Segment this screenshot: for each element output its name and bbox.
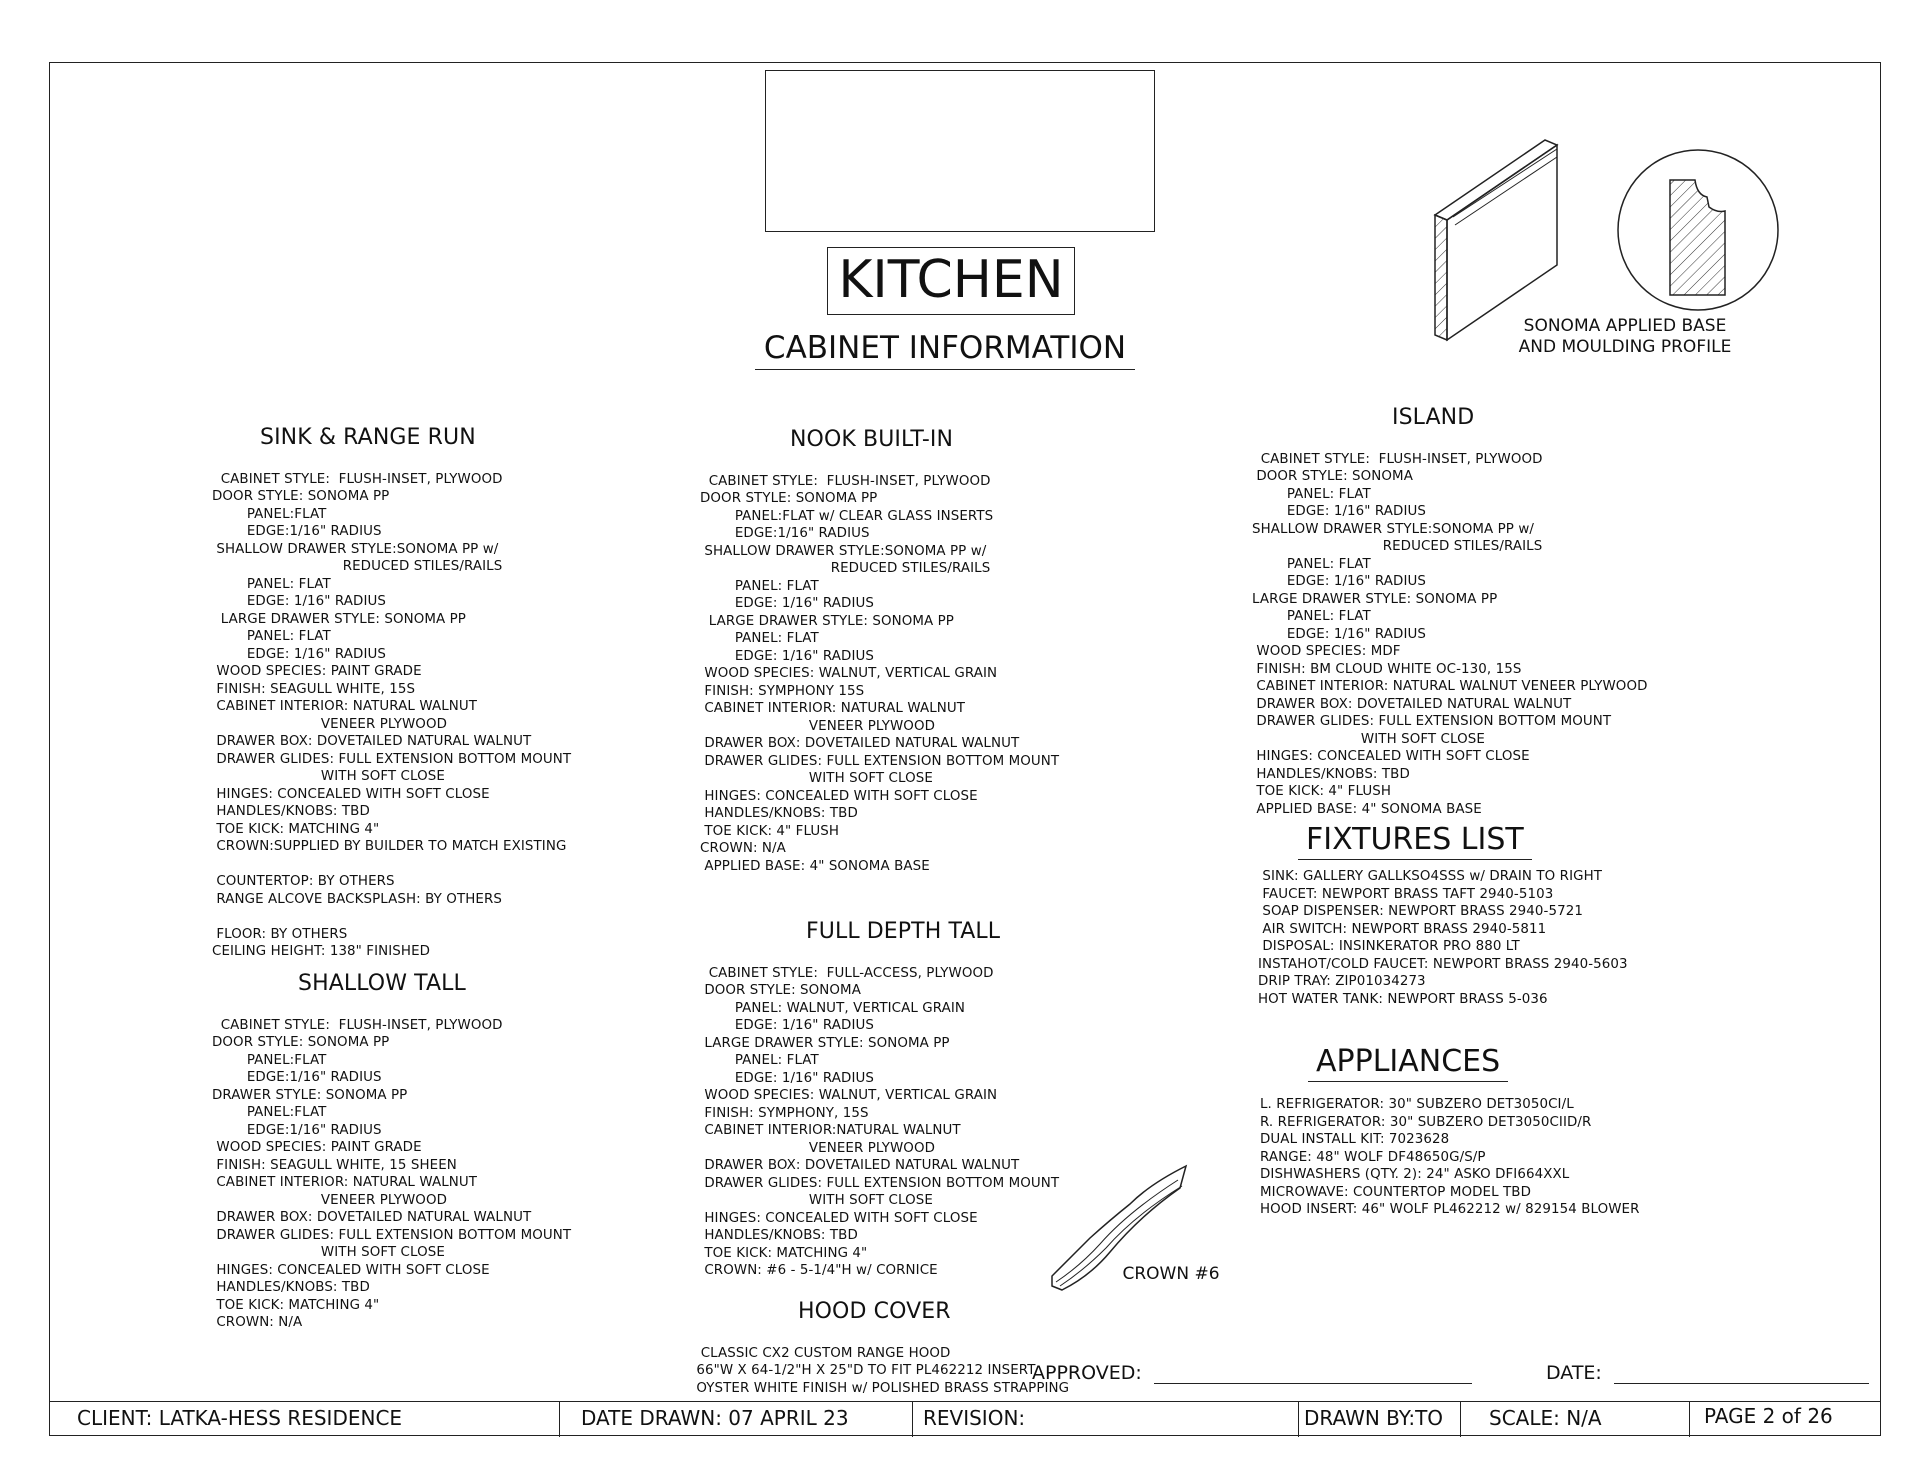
island-section: [1252, 368, 1648, 818]
approval-date: [1546, 1362, 1869, 1384]
nook-specs: CABINET STYLE: FLUSH-INSET, PLYWOOD DOOR STYLE: SONOMA PP PANEL:FLAT w/ CLEAR GLASS INSERTS EDGE:1/16" RADIUS SHALLOW DRAWER STYLE:SONOMA PP w/ REDUCED STILES/RAILS PANEL: FLAT EDGE: 1/16" RADIUS LARGE DRAWER STYLE: SONOMA PP PANEL: FLAT EDGE: 1/16" RADIUS WOOD SPECIES: WALNUT, VERTICAL GRAIN FINISH: SYMPHONY 15S CABINET INTERIOR: NATURAL WALNUT VENEER PLYWOOD DRAWER BOX: DOVETAILED NATURAL WALNUT DRAWER GLIDES: FULL EXTENSION BOTTOM MOUNT WITH SOFT CLOSE HINGES: CONCEALED WITH SOFT CLOSE HANDLES/KNOBS: TBD TOE KICK: 4" FLUSH CROWN: N/A APPLIED BASE: 4" SONOMA BASE: [700, 473, 1060, 874]
full-depth-specs: CABINET STYLE: FULL-ACCESS, PLYWOOD DOOR STYLE: SONOMA PANEL: WALNUT, VERTICAL GRAIN EDGE: 1/16" RADIUS LARGE DRAWER STYLE: SONOMA PP PANEL: FLAT EDGE: 1/16" RADIUS WOOD SPECIES: WALNUT, VERTICAL GRAIN FINISH: SYMPHONY, 15S CABINET INTERIOR:NATURAL WALNUT VENEER PLYWOOD DRAWER BOX: DOVETAILED NATURAL WALNUT DRAWER GLIDES: FULL EXTENSION BOTTOM MOUNT WITH SOFT CLOSE HINGES: CONCEALED WITH SOFT CLOSE HANDLES/KNOBS: TBD TOE KICK: MATCHING 4" CROWN: #6 - 5-1/4"H w/ CORNICE: [704, 965, 1060, 1278]
revision-cell: REVISION:: [913, 1402, 1299, 1437]
shallow-tall-section: [212, 934, 571, 1332]
moulding-profile-icon: [1425, 135, 1795, 345]
drawn-by-cell: DRAWN BY:TO: [1299, 1402, 1461, 1437]
sink-range-heading: SINK & RANGE RUN: [260, 425, 476, 450]
shallow-tall-heading: SHALLOW TALL: [298, 971, 466, 996]
island-specs: CABINET STYLE: FLUSH-INSET, PLYWOOD DOOR STYLE: SONOMA PANEL: FLAT EDGE: 1/16" RADIUS SHALLOW DRAWER STYLE:SONOMA PP w/ REDUCED STILES/RAILS PANEL: FLAT EDGE: 1/16" RADIUS LARGE DRAWER STYLE: SONOMA PP PANEL: FLAT EDGE: 1/16" RADIUS WOOD SPECIES: MDF FINISH: BM CLOUD WHITE OC-130, 15S CABINET INTERIOR: NATURAL WALNUT VENEER PLYWOOD DRAWER BOX: DOVETAILED NATURAL WALNUT DRAWER GLIDES: FULL EXTENSION BOTTOM MOUNT WITH SOFT CLOSE HINGES: CONCEALED WITH SOFT CLOSE HANDLES/KNOBS: TBD TOE KICK: 4" FLUSH APPLIED BASE: 4" SONOMA BASE: [1252, 451, 1648, 817]
nook-section: [700, 390, 1059, 875]
sink-range-section: [212, 388, 571, 961]
fixtures-heading: FIXTURES LIST: [1298, 822, 1532, 860]
approved-label: APPROVED:: [1032, 1362, 1142, 1384]
hood-section: [692, 1262, 1069, 1397]
full-depth-section: [700, 882, 1059, 1280]
hood-specs: CLASSIC CX2 CUSTOM RANGE HOOD 66"W X 64-1/2"H X 25"D TO FIT PL462212 INSERT OYSTER WHITE FINISH w/ POLISHED BRASS STRAPPING: [696, 1345, 1070, 1396]
appliances-heading: APPLIANCES: [1308, 1044, 1508, 1082]
full-depth-heading: FULL DEPTH TALL: [806, 919, 1001, 944]
approval-signature: [1032, 1362, 1472, 1384]
crown-label: CROWN #6: [1122, 1264, 1220, 1284]
date-drawn-cell: DATE DRAWN: 07 APRIL 23: [560, 1402, 913, 1437]
appliances-specs: L. REFRIGERATOR: 30" SUBZERO DET3050CI/L R. REFRIGERATOR: 30" SUBZERO DET3050CIID/R DUAL INSTALL KIT: 7023628 RANGE: 48" WOLF DF48650G/S/P DISHWASHERS (QTY. 2): 24" ASKO DFI664XXL MICROWAVE: COUNTERTOP MODEL TBD HOOD INSERT: 46" WOLF PL462212 w/ 829154 BLOWER: [1260, 1097, 1640, 1217]
client-cell: CLIENT: LATKA-HESS RESIDENCE: [49, 1402, 560, 1437]
shallow-tall-specs: CABINET STYLE: FLUSH-INSET, PLYWOOD DOOR STYLE: SONOMA PP PANEL:FLAT EDGE:1/16" RADIUS DRAWER STYLE: SONOMA PP PANEL:FLAT EDGE:1/16" RADIUS WOOD SPECIES: PAINT GRADE FINISH: SEAGULL WHITE, 15 SHEEN CABINET INTERIOR: NATURAL WALNUT VENEER PLYWOOD DRAWER BOX: DOVETAILED NATURAL WALNUT DRAWER GLIDES: FULL EXTENSION BOTTOM MOUNT WITH SOFT CLOSE HINGES: CONCEALED WITH SOFT CLOSE HANDLES/KNOBS: TBD TOE KICK: MATCHING 4" CROWN: N/A: [212, 1017, 572, 1330]
page-number-cell: PAGE 2 of 26: [1704, 1404, 1833, 1428]
logo-placeholder-box: [765, 70, 1155, 232]
sink-range-specs: CABINET STYLE: FLUSH-INSET, PLYWOOD DOOR STYLE: SONOMA PP PANEL:FLAT EDGE:1/16" RADIUS SHALLOW DRAWER STYLE:SONOMA PP w/ REDUCED STILES/RAILS PANEL: FLAT EDGE: 1/16" RADIUS LARGE DRAWER STYLE: SONOMA PP PANEL: FLAT EDGE: 1/16" RADIUS WOOD SPECIES: PAINT GRADE FINISH: SEAGULL WHITE, 15S CABINET INTERIOR: NATURAL WALNUT VENEER PLYWOOD DRAWER BOX: DOVETAILED NATURAL WALNUT DRAWER GLIDES: FULL EXTENSION BOTTOM MOUNT WITH SOFT CLOSE HINGES: CONCEALED WITH SOFT CLOSE HANDLES/KNOBS: TBD TOE KICK: MATCHING 4" CROWN:SUPPLIED BY BUILDER TO MATCH EXISTING COUNTERTOP: BY OTHERS RANGE ALCOVE BACKSPLASH: BY OTHERS FLOOR: BY OTHERS CEILING HEIGHT: 138" FINISHED: [212, 471, 572, 959]
date-label: DATE:: [1546, 1362, 1602, 1384]
hood-heading: HOOD COVER: [798, 1299, 951, 1324]
title-block: [49, 1401, 1881, 1437]
date-line[interactable]: [1614, 1363, 1869, 1384]
nook-heading: NOOK BUILT-IN: [790, 427, 954, 452]
island-heading: ISLAND: [1392, 405, 1475, 430]
page-title: KITCHEN: [827, 247, 1075, 315]
fixtures-specs: SINK: GALLERY GALLKSO4SSS w/ DRAIN TO RIGHT FAUCET: NEWPORT BRASS TAFT 2940-5103 SOAP DISPENSER: NEWPORT BRASS 2940-5721 AIR SWITCH: NEWPORT BRASS 2940-5811 DISPOSAL: INSINKERATOR PRO 880 LT INSTAHOT/COLD FAUCET: NEWPORT BRASS 2940-5603 DRIP TRAY: ZIP01034273 HOT WATER TANK: NEWPORT BRASS 5-036: [1258, 869, 1628, 1007]
moulding-profile-label: SONOMA APPLIED BASE AND MOULDING PROFILE: [1518, 316, 1732, 357]
approved-signature-line[interactable]: [1154, 1363, 1472, 1384]
page-subtitle: CABINET INFORMATION: [755, 330, 1135, 370]
scale-cell: SCALE: N/A: [1461, 1402, 1690, 1437]
